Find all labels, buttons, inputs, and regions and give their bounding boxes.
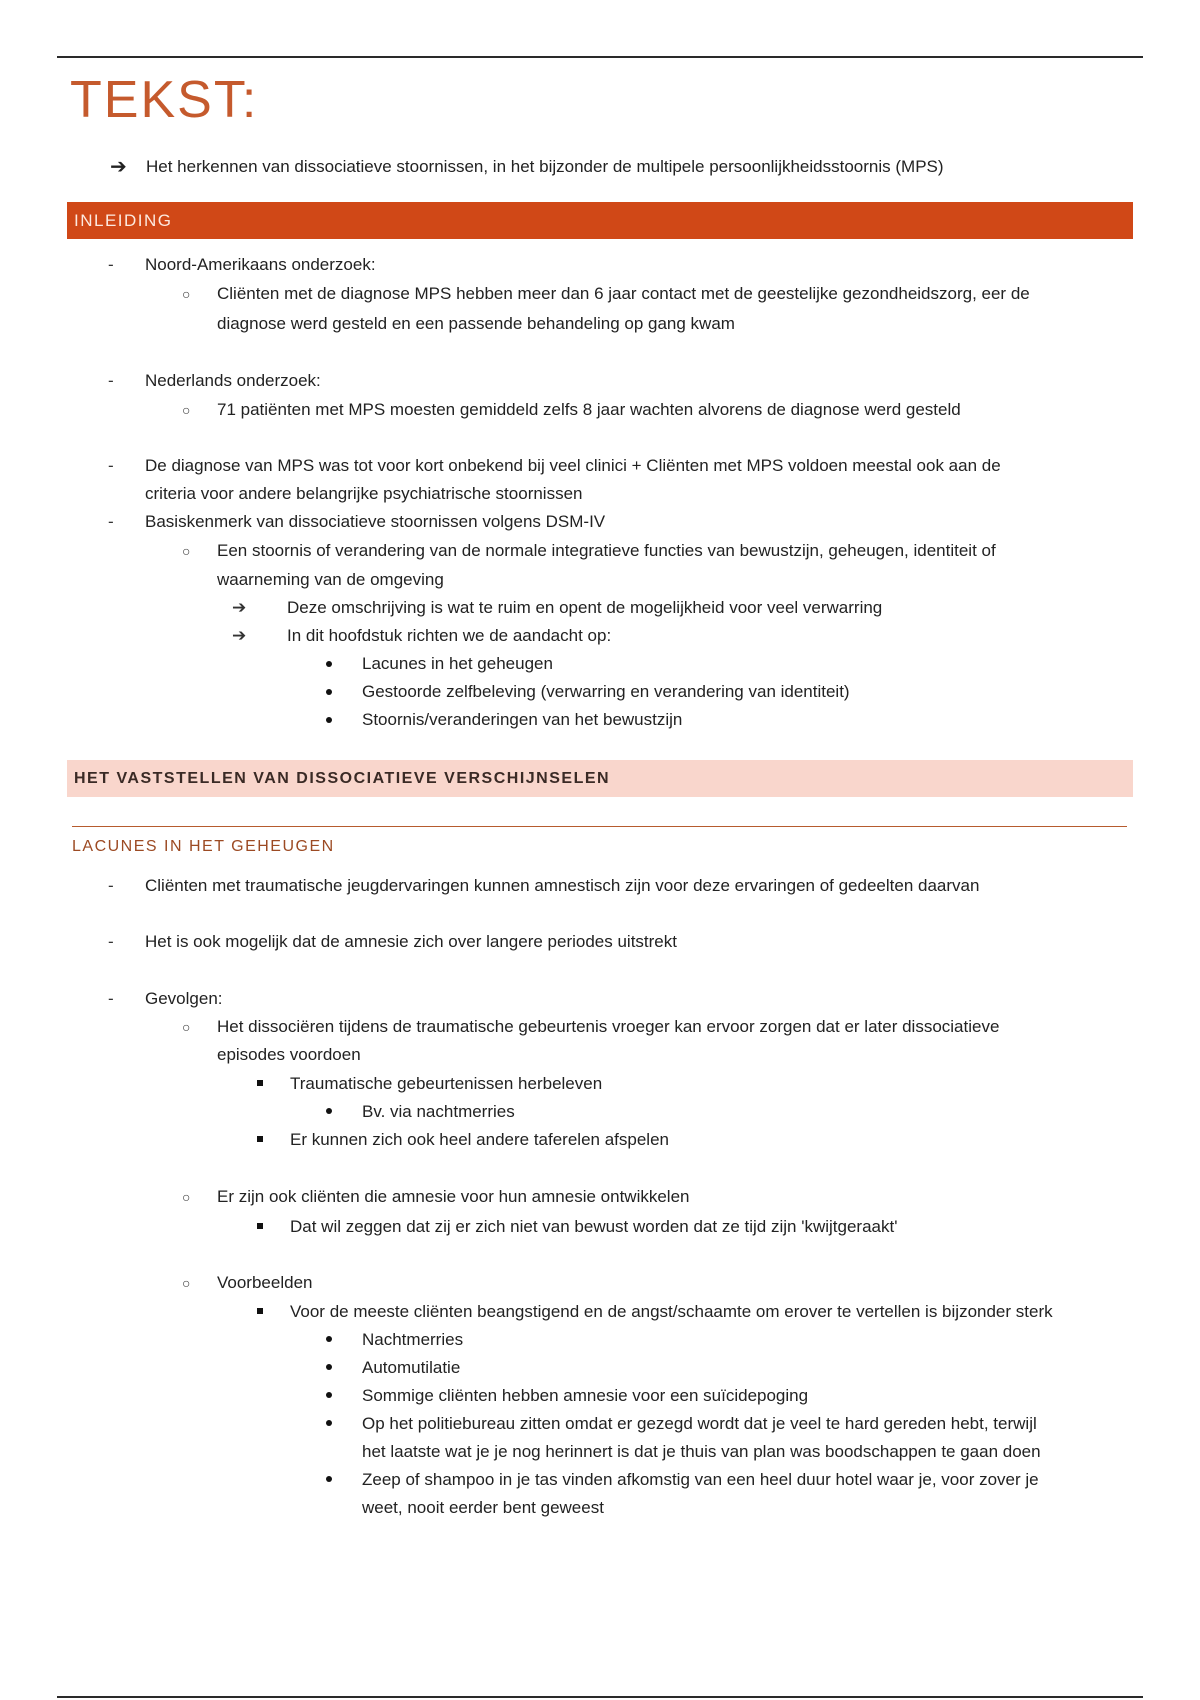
list-item: Noord-Amerikaans onderzoek: [145,255,376,274]
square-bullet [257,1080,263,1086]
dot-bullet [326,689,332,695]
top-rule [57,56,1143,58]
list-item: Nachtmerries [362,1330,464,1349]
dot-bullet [326,1392,332,1398]
section-heading-inleiding: INLEIDING [67,202,1133,239]
list-item: Voorbeelden [217,1273,313,1292]
dash-bullet: - [108,255,114,274]
page-title: TEKST: [70,71,259,129]
dot-bullet [326,661,332,667]
list-item: Dat wil zeggen dat zij er zich niet van bewust worden dat ze tijd zijn 'kwijtgeraakt' [290,1217,898,1236]
list-item: Er kunnen zich ook heel andere taferelen afspelen [290,1130,669,1149]
list-item: Gevolgen: [145,989,223,1008]
list-item: 71 patiënten met MPS moesten gemiddeld zelfs 8 jaar wachten alvorens de diagnose werd gesteld [217,400,961,419]
dot-bullet [326,1364,332,1370]
list-item: criteria voor andere belangrijke psychiatrische stoornissen [145,484,583,503]
list-item: Traumatische gebeurtenissen herbeleven [290,1074,603,1093]
subheading-rule [72,826,1127,827]
dash-bullet: - [108,932,114,951]
arrow-icon: ➔ [232,626,247,645]
list-item: diagnose werd gesteld en een passende behandeling op gang kwam [217,314,735,333]
dash-bullet: - [108,456,114,475]
circle-bullet: ○ [182,402,191,418]
arrow-icon: ➔ [232,598,247,617]
list-item: Voor de meeste cliënten beangstigend en de angst/schaamte om erover te vertellen is bijzonder sterk [290,1302,1053,1321]
list-item: In dit hoofdstuk richten we de aandacht op: [287,626,612,645]
list-item: Stoornis/veranderingen van het bewustzijn [362,710,683,729]
list-item: Op het politiebureau zitten omdat er gezegd wordt dat je veel te hard gereden hebt, terwijl [362,1414,1037,1433]
list-item: Nederlands onderzoek: [145,371,321,390]
list-item: Het is ook mogelijk dat de amnesie zich over langere periodes uitstrekt [145,932,677,951]
square-bullet [257,1136,263,1142]
list-item: Gestoorde zelfbeleving (verwarring en verandering van identiteit) [362,682,850,701]
list-item: Een stoornis of verandering van de normale integratieve functies van bewustzijn, geheugen, identiteit of [217,541,996,560]
dot-bullet [326,1336,332,1342]
circle-bullet: ○ [182,1275,191,1291]
circle-bullet: ○ [182,1189,191,1205]
square-bullet [257,1308,263,1314]
bottom-rule [57,1696,1143,1698]
dot-bullet [326,717,332,723]
list-item: Het dissociëren tijdens de traumatische gebeurtenis vroeger kan ervoor zorgen dat er later dissociatieve [217,1017,1000,1036]
list-item: Sommige cliënten hebben amnesie voor een suïcidepoging [362,1386,809,1405]
list-item: het laatste wat je je nog herinnert is dat je thuis van plan was boodschappen te gaan doen [362,1442,1041,1461]
arrow-icon: ➔ [110,156,127,178]
dash-bullet: - [108,512,114,531]
list-item: Er zijn ook cliënten die amnesie voor hun amnesie ontwikkelen [217,1187,690,1206]
list-item: waarneming van de omgeving [217,570,444,589]
dash-bullet: - [108,876,114,895]
subheading-lacunes: LACUNES IN HET GEHEUGEN [72,838,335,855]
circle-bullet: ○ [182,1019,191,1035]
dot-bullet [326,1420,332,1426]
list-item: Zeep of shampoo in je tas vinden afkomstig van een heel duur hotel waar je, voor zover je [362,1470,1039,1489]
section-heading-vaststellen: HET VASTSTELLEN VAN DISSOCIATIEVE VERSCHIJNSELEN [67,760,1133,797]
circle-bullet: ○ [182,543,191,559]
list-item: De diagnose van MPS was tot voor kort onbekend bij veel clinici + Cliënten met MPS voldoen meestal ook aan de [145,456,1001,475]
dash-bullet: - [108,989,114,1008]
dot-bullet [326,1476,332,1482]
list-item: Lacunes in het geheugen [362,654,553,673]
dot-bullet [326,1108,332,1114]
list-item: Cliënten met de diagnose MPS hebben meer dan 6 jaar contact met de geestelijke gezondheidszorg, eer de [217,284,1030,303]
dash-bullet: - [108,371,114,390]
intro-text: Het herkennen van dissociatieve stoornissen, in het bijzonder de multipele persoonlijkheidsstoornis (MPS) [146,156,944,176]
intro-line [110,154,944,179]
square-bullet [257,1223,263,1229]
circle-bullet: ○ [182,286,191,302]
list-item: Basiskenmerk van dissociatieve stoornissen volgens DSM-IV [145,512,606,531]
list-item: Automutilatie [362,1358,461,1377]
list-item: Bv. via nachtmerries [362,1102,515,1121]
list-item: Cliënten met traumatische jeugdervaringen kunnen amnestisch zijn voor deze ervaringen of gedeelten daarvan [145,876,980,895]
list-item: Deze omschrijving is wat te ruim en opent de mogelijkheid voor veel verwarring [287,598,883,617]
list-item: episodes voordoen [217,1045,361,1064]
list-item: weet, nooit eerder bent geweest [362,1498,604,1517]
